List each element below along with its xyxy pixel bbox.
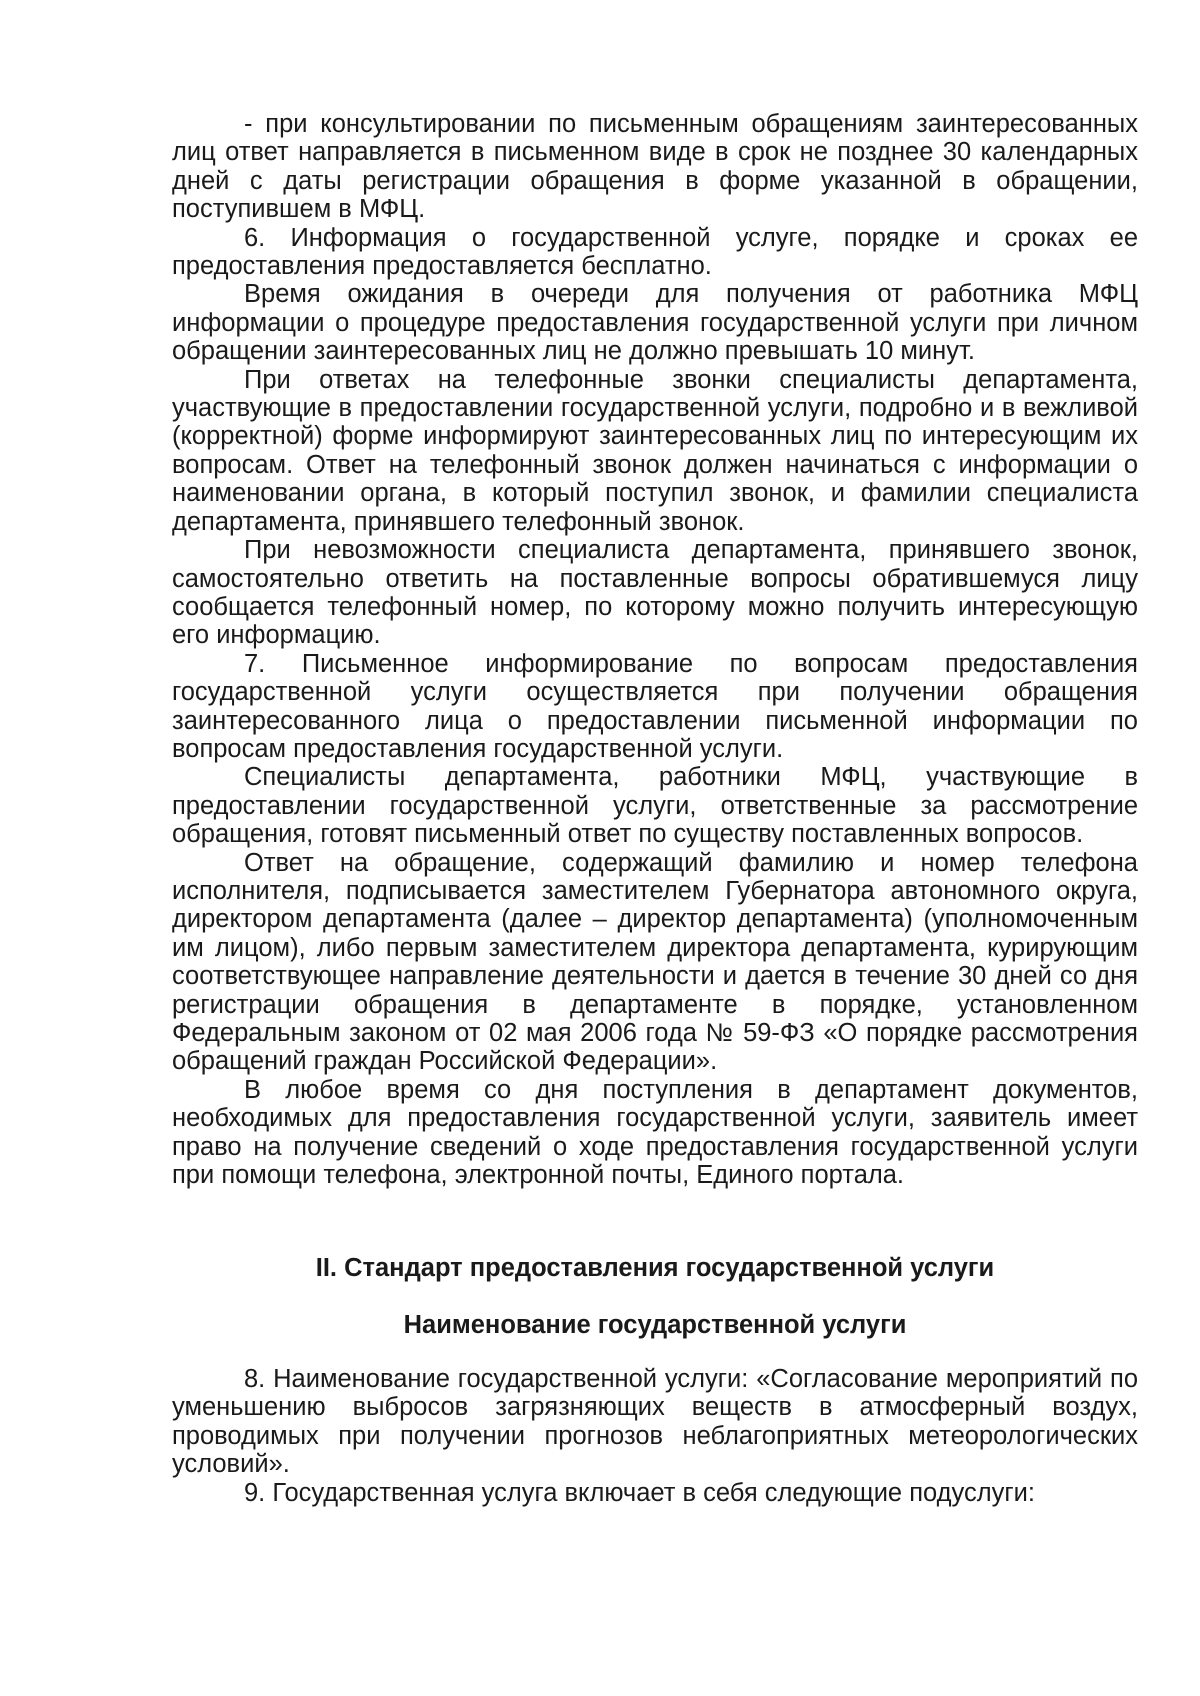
paragraph: Ответ на обращение, содержащий фамилию и номер телефона исполнителя, подписывается заместителем Губернатора автономного округа, директором департамента (далее – директор департамента) (уполномоченным им лицом), либо первым заместителем директора департамента, курирующим соответствующее направление деятельности и дается в течение 30 дней со дня регистрации обращения в департаменте в порядке, установленном Федеральным законом от 02 мая 2006 года № 59-ФЗ «О порядке рассмотрения обращений граждан Российской Федерации». (172, 848, 1138, 1076)
paragraph: 9. Государственная услуга включает в себя следующие подуслуги: (244, 1478, 1035, 1507)
paragraph: При невозможности специалиста департамента, принявшего звонок, самостоятельно ответить на поставленные вопросы обратившемуся лицу сообщается телефонный номер, по которому можно получить интересующую его информацию. (172, 536, 1138, 650)
paragraph: 8. Наименование государственной услуги: «Согласование мероприятий по уменьшению выбросов загрязняющих веществ в атмосферный воздух, проводимых при получении прогнозов неблагоприятных метеорологических условий». (172, 1365, 1138, 1479)
paragraph: При ответах на телефонные звонки специалисты департамента, участвующие в предоставлении государственной услуги, подробно и в вежливой (корректной) форме информируют заинтересованных лиц по интересующим их вопросам. Ответ на телефонный звонок должен начинаться с информации о наименовании органа, в который поступил звонок, и фамилии специалиста департамента, принявшего телефонный звонок. (172, 365, 1138, 536)
section-heading: II. Стандарт предоставления государственной услуги (315, 1254, 995, 1282)
paragraph: Время ожидания в очереди для получения от работника МФЦ информации о процедуре предоставления государственной услуги при личном обращении заинтересованных лиц не должно превышать 10 минут. (172, 280, 1138, 366)
paragraph: - при консультировании по письменным обращениям заинтересованных лиц ответ направляется в письменном виде в срок не позднее 30 календарных дней с даты регистрации обращения в форме указанной в обращении, поступившем в МФЦ. (172, 110, 1138, 224)
paragraph: 6. Информация о государственной услуге, порядке и сроках ее предоставления предоставляется бесплатно. (172, 223, 1138, 281)
body-text-top (172, 110, 1138, 1189)
subsection-heading: Наименование государственной услуги (403, 1311, 907, 1339)
paragraph: В любое время со дня поступления в департамент документов, необходимых для предоставления государственной услуги, заявитель имеет право на получение сведений о ходе предоставления государственной услуги при помощи телефона, электронной почты, Единого портала. (172, 1075, 1138, 1190)
paragraph: 7. Письменное информирование по вопросам предоставления государственной услуги осуществляется при получении обращения заинтересованного лица о предоставлении письменной информации по вопросам предоставления государственной услуги. (172, 649, 1138, 763)
body-text-bottom (172, 1365, 1138, 1507)
paragraph: Специалисты департамента, работники МФЦ, участвующие в предоставлении государственной услуги, ответственные за рассмотрение обращения, готовят письменный ответ по существу поставленных вопросов. (172, 763, 1138, 849)
